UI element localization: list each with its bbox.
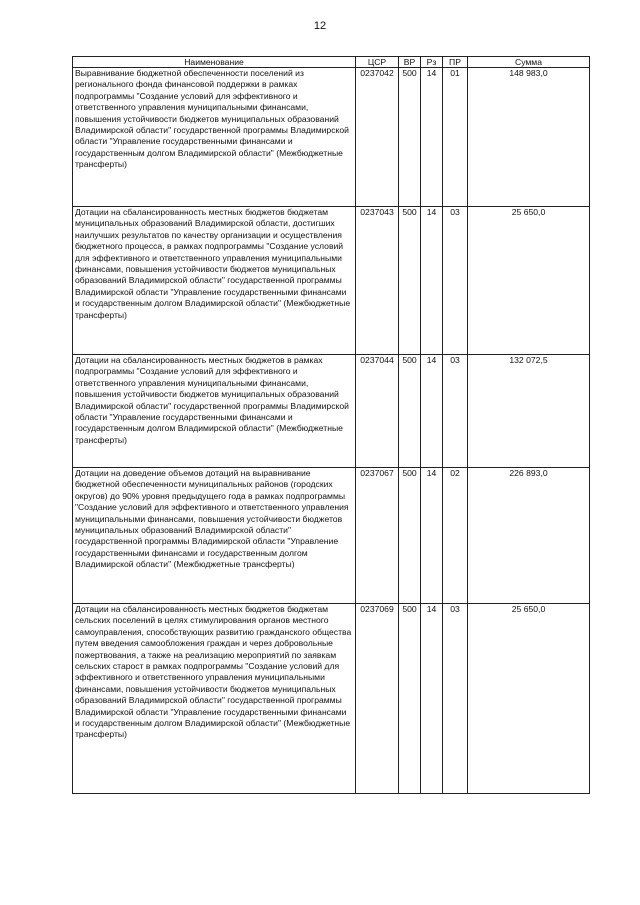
- row-name: Дотации на сбалансированность местных бюджетов бюджетам сельских поселений в целях стимулирования органов местного самоуправления, способствующих развитию гражданского общества путем введения самообложения граждан и через добровольные пожертвования, а также на реализацию мероприятий по заявкам сельских старост в рамках подпрограммы "Создание условий для эффективного и ответственного управления муниципальными финансами, повышения устойчивости бюджетов муниципальных образований Владимирской области" государственной программы Владимирской области "Управление государственными финансами и государственным долгом Владимирской области" (Межбюджетные трансферты): [73, 604, 356, 794]
- row-pr: 02: [443, 468, 468, 604]
- row-name: Выравнивание бюджетной обеспеченности поселений из регионального фонда финансовой поддержки в рамках подпрограммы "Создание условий для эффективного и ответственного управления муниципальными финансами, повышения устойчивости бюджетов муниципальных образований Владимирской области" государственной программы Владимирской области "Управление государственными финансами и государственным долгом Владимирской области" (Межбюджетные трансферты): [73, 68, 356, 207]
- row-vr: 500: [399, 604, 421, 794]
- row-vr: 500: [399, 207, 421, 355]
- row-vr: 500: [399, 68, 421, 207]
- row-rz: 14: [421, 355, 443, 468]
- row-pr: 01: [443, 68, 468, 207]
- header-vr: ВР: [399, 57, 421, 68]
- row-csr: 0237044: [356, 355, 399, 468]
- row-vr: 500: [399, 355, 421, 468]
- row-rz: 14: [421, 604, 443, 794]
- header-csr: ЦСР: [356, 57, 399, 68]
- header-name: Наименование: [73, 57, 356, 68]
- row-pr: 03: [443, 207, 468, 355]
- header-row: [73, 57, 590, 68]
- row-sum: 226 893,0: [468, 468, 590, 604]
- row-sum: 132 072,5: [468, 355, 590, 468]
- row-sum: 148 983,0: [468, 68, 590, 207]
- row-rz: 14: [421, 207, 443, 355]
- row-csr: 0237042: [356, 68, 399, 207]
- header-sum: Сумма: [468, 57, 590, 68]
- row-csr: 0237067: [356, 468, 399, 604]
- row-name: Дотации на сбалансированность местных бюджетов бюджетам муниципальных образований Владимирской области, достигших наилучших результатов по качеству организации и осуществления бюджетного процесса, в рамках подпрограммы "Создание условий для эффективного и ответственного управления муниципальными финансами, повышения устойчивости бюджетов муниципальных образований Владимирской области" государственной программы Владимирской области "Управление государственными финансами и государственным долгом Владимирской области" (Межбюджетные трансферты): [73, 207, 356, 355]
- row-csr: 0237043: [356, 207, 399, 355]
- row-rz: 14: [421, 68, 443, 207]
- budget-table: [72, 56, 590, 794]
- table-body: [73, 68, 590, 794]
- table-row: [73, 604, 590, 794]
- page-number: 12: [313, 20, 327, 32]
- header-pr: ПР: [443, 57, 468, 68]
- row-sum: 25 650,0: [468, 207, 590, 355]
- row-name: Дотации на сбалансированность местных бюджетов в рамках подпрограммы "Создание условий для эффективного и ответственного управления муниципальными финансами, повышения устойчивости бюджетов муниципальных образований Владимирской области" государственной программы Владимирской области "Управление государственными финансами и государственным долгом Владимирской области" (Межбюджетные трансферты): [73, 355, 356, 468]
- row-csr: 0237069: [356, 604, 399, 794]
- row-pr: 03: [443, 355, 468, 468]
- table-row: [73, 355, 590, 468]
- table-row: [73, 468, 590, 604]
- row-sum: 25 650,0: [468, 604, 590, 794]
- header-rz: Рз: [421, 57, 443, 68]
- table-header: [73, 57, 590, 68]
- row-pr: 03: [443, 604, 468, 794]
- row-name: Дотации на доведение объемов дотаций на выравнивание бюджетной обеспеченности муниципальных районов (городских округов) до 90% уровня предыдущего года в рамках подпрограммы "Создание условий для эффективного и ответственного управления муниципальными финансами, повышения устойчивости бюджетов муниципальных образований Владимирской области" государственной программы Владимирской области "Управление государственными финансами и государственным долгом Владимирской области" (Межбюджетные трансферты): [73, 468, 356, 604]
- row-vr: 500: [399, 468, 421, 604]
- row-rz: 14: [421, 468, 443, 604]
- table-row: [73, 207, 590, 355]
- table-row: [73, 68, 590, 207]
